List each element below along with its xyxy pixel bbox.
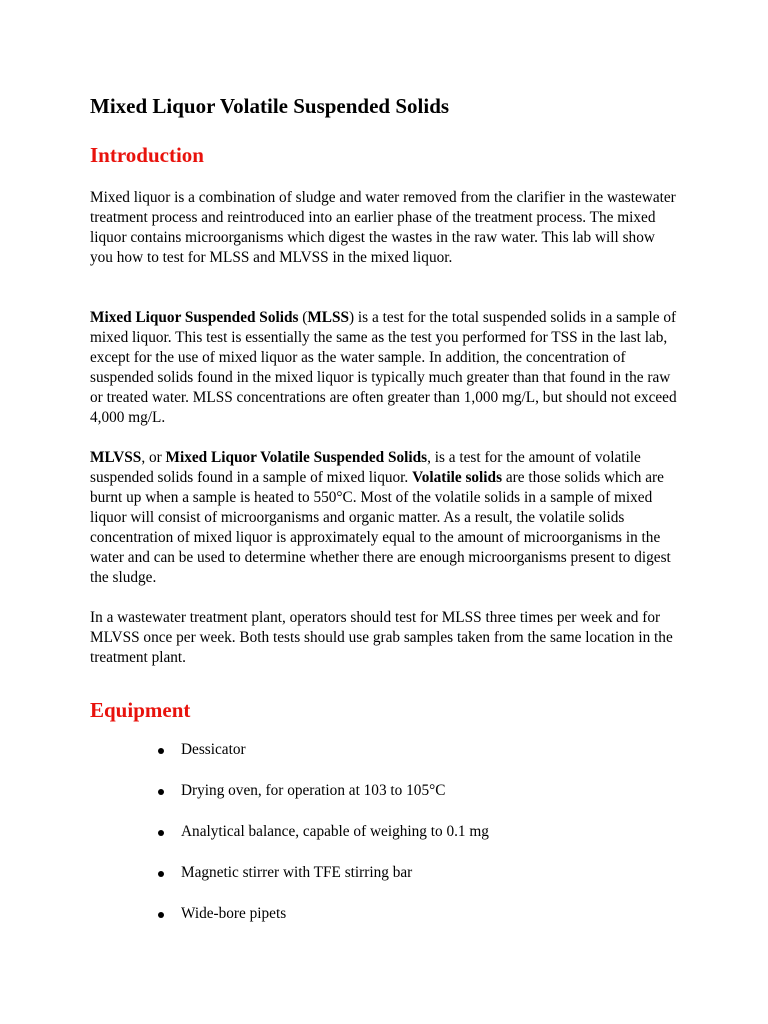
bullet-icon xyxy=(158,871,164,877)
mlvss-sep: , or xyxy=(141,449,166,466)
mlvss-abbr: MLVSS xyxy=(90,449,142,466)
introduction-heading: Introduction xyxy=(90,143,204,167)
equipment-list xyxy=(90,740,680,945)
bullet-icon xyxy=(158,912,164,918)
mlvss-term: Mixed Liquor Volatile Suspended Solids xyxy=(165,449,428,466)
equipment-heading: Equipment xyxy=(90,698,191,722)
mlvss-paragraph xyxy=(90,448,680,588)
list-item xyxy=(90,863,680,904)
bullet-icon xyxy=(158,789,164,795)
list-item-text: Magnetic stirrer with TFE stirring bar xyxy=(181,864,413,881)
list-item xyxy=(90,740,680,781)
list-item-text: Dessicator xyxy=(181,741,246,758)
mlss-term: Mixed Liquor Suspended Solids xyxy=(90,309,299,326)
mlvss-text: are those solids which are burnt up when a sample is heated to 550°C. Most of the volatile solids in a sample of mixed liquor will consist of microorganisms and organic matter. As a result, the volatile solids concentration of mixed liquor is approximately equal to the amount of microorganisms in the water and can be used to determine whether there are enough microorganisms present to digest the sludge. xyxy=(90,469,671,586)
bullet-icon xyxy=(158,748,164,754)
document-title: Mixed Liquor Volatile Suspended Solids xyxy=(90,94,450,118)
list-item xyxy=(90,822,680,863)
mlvss-mid: , is a test for the amount of volatile suspended solids found in a sample of mixed liquor. xyxy=(90,449,641,486)
intro-paragraph: Mixed liquor is a combination of sludge and water removed from the clarifier in the wastewater treatment process and reintroduced into an earlier phase of the treatment process. The mixed liquor contains microorganisms which digest the wastes in the raw water. This lab will show you how to test for MLSS and MLVSS in the mixed liquor. xyxy=(90,189,676,266)
mlss-text: ) is a test for the total suspended solids in a sample of mixed liquor. This test is essentially the same as the test you performed for TSS in the last lab, except for the use of mixed liquor as the water sample. In addition, the concentration of suspended solids found in the mixed liquor is typically much greater than that found in the raw or treated water. MLSS concentrations are often greater than 1,000 mg/L, but should not exceed 4,000 mg/L. xyxy=(90,309,677,426)
list-item xyxy=(90,781,680,822)
list-item-text: Analytical balance, capable of weighing to 0.1 mg xyxy=(181,823,489,840)
testing-frequency-paragraph: In a wastewater treatment plant, operators should test for MLSS three times per week and for MLVSS once per week. Both tests should use grab samples taken from the same location in the treatment plant. xyxy=(90,609,673,666)
list-item-text: Wide-bore pipets xyxy=(181,905,287,922)
bullet-icon xyxy=(158,830,164,836)
list-item-text: Drying oven, for operation at 103 to 105°C xyxy=(181,782,446,799)
mlss-abbr: MLSS xyxy=(307,309,350,326)
mlss-paragraph xyxy=(90,308,680,428)
mlss-open: ( xyxy=(298,309,308,326)
volatile-solids-term: Volatile solids xyxy=(412,469,503,486)
list-item xyxy=(90,904,680,945)
